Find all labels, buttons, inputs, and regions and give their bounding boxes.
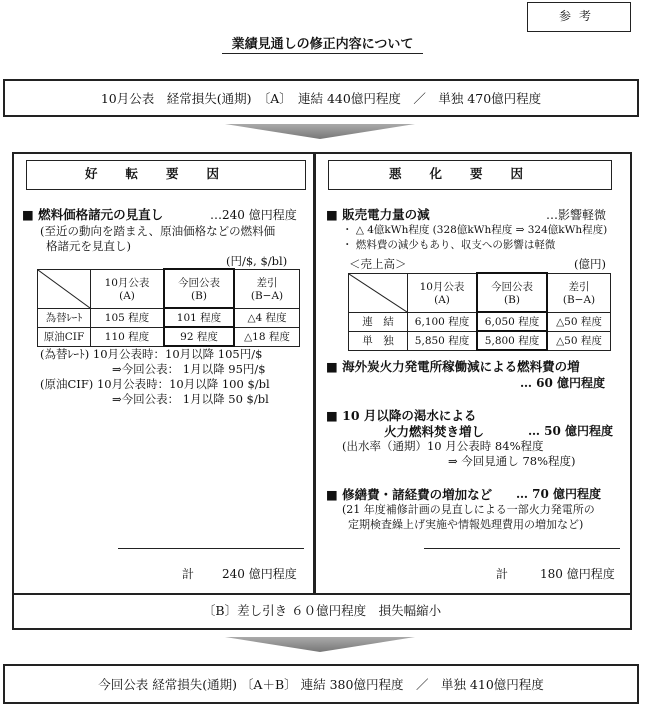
table-header: 今回公表 (B) (477, 273, 547, 312)
diagonal-cell (349, 273, 408, 312)
crude-oil-note: ⇒今回公表： 1月以降 50 $/bl (112, 392, 269, 406)
table-row: 為替ﾚｰﾄ 105 程度 101 程度 △4 程度 (38, 308, 300, 327)
unit-label: (円/$, $/bl) (226, 254, 288, 268)
table-header: 今回公表 (B) (164, 269, 234, 308)
total-rule (118, 548, 304, 549)
column-divider (313, 152, 316, 594)
down-arrow-icon (225, 637, 415, 652)
right-total-value: 180 億円程度 (540, 567, 615, 581)
deterioration-factors-header: 悪化要因 (328, 160, 612, 190)
sales-label: ＜売上高＞ (349, 257, 407, 271)
coal-plant-item: ■ 海外炭火力発電所稼働減による燃料費の増 (326, 359, 580, 374)
left-total-value: 240 億円程度 (222, 567, 297, 581)
sales-decrease-note: ・ △ 4億kWh程度 (328億kWh程度 ⇒ 324億kWh程度) (342, 224, 608, 236)
right-total-label: 計 (496, 567, 509, 581)
reference-label: 参考 (527, 2, 631, 32)
sales-table (348, 272, 611, 351)
page-title: 業績見通しの修正内容について (0, 33, 645, 52)
exchange-rate-note: ⇒今回公表： 1月以降 95円/$ (112, 362, 266, 376)
table-header: 差引 (B−A) (234, 269, 300, 308)
repair-cost-item: ■ 修繕費・諸経費の増加など (326, 487, 493, 502)
diagonal-cell (38, 269, 91, 308)
crude-oil-note: (原油CIF) 10月公表時：10月以降 100 $/bl (40, 377, 270, 391)
net-difference-line: 〔B〕差し引き ６０億円程度 損失幅縮小 (202, 603, 442, 618)
repair-cost-note: 定期検査繰上げ実施や情報処理費用の増加など) (348, 518, 584, 531)
fuel-price-item: ■ 燃料価格諸元の見直し (22, 207, 164, 222)
left-total-label: 計 (182, 567, 195, 581)
sales-decrease-note: ・ 燃料費の減少もあり、収支への影響は軽微 (342, 239, 556, 251)
table-header: 10月公表 (A) (408, 273, 478, 312)
unit-label: (億円) (574, 257, 606, 271)
fuel-price-note: 格諸元を見直し) (46, 239, 131, 253)
drought-note: (出水率（通期）10 月公表時 84%程度 (342, 439, 544, 453)
sales-decrease-item: ■ 販売電力量の減 (326, 207, 430, 222)
fuel-price-note: (至近の動向を踏まえ、原油価格などの燃料価 (40, 224, 276, 238)
current-forecast-box: 今回公表 経常損失(通期) 〔A＋B〕 連結 380億円程度 ／ 単独 410億円程度 (3, 664, 639, 704)
table-row: 連 結 6,100 程度 6,050 程度 △50 程度 (349, 312, 611, 331)
table-header: 差引 (B−A) (547, 273, 611, 312)
repair-cost-note: (21 年度補修計画の見直しによる一部火力発電所の (342, 503, 595, 516)
coal-plant-amount: … 60 億円程度 (520, 376, 606, 390)
sales-decrease-amount: …影響軽微 (546, 208, 607, 222)
exchange-rate-note: (為替ﾚｰﾄ) 10月公表時：10月以降 105円/$ (40, 347, 263, 361)
rate-table (37, 268, 300, 347)
table-header: 10月公表 (A) (91, 269, 165, 308)
fuel-price-amount: …240 億円程度 (210, 208, 297, 222)
down-arrow-icon (225, 124, 415, 139)
october-forecast-box: 10月公表 経常損失(通期) 〔A〕 連結 440億円程度 ／ 単独 470億円程度 (3, 79, 639, 117)
total-rule (424, 548, 620, 549)
drought-item-line2: 火力燃料焚き増し (384, 424, 485, 439)
table-row: 単 独 5,850 程度 5,800 程度 △50 程度 (349, 331, 611, 350)
drought-note: ⇒ 今回見通し 78%程度) (448, 454, 576, 468)
drought-amount: … 50 億円程度 (528, 424, 614, 438)
repair-cost-amount: … 70 億円程度 (516, 487, 602, 501)
improvement-factors-header: 好転要因 (26, 160, 306, 190)
table-row: 原油CIF 110 程度 92 程度 △18 程度 (38, 327, 300, 346)
drought-item: ■ 10 月以降の渇水による (326, 408, 477, 423)
